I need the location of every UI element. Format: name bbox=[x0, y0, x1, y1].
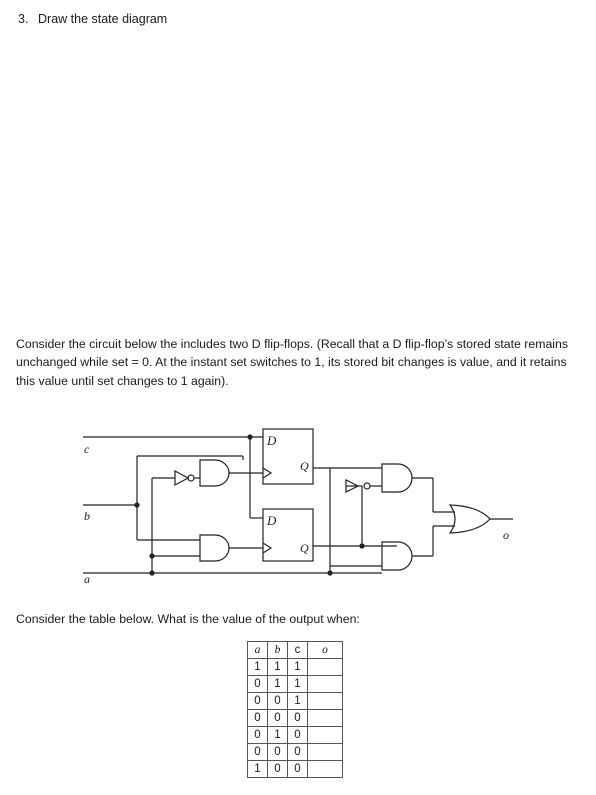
flipflop-top-d-label: D bbox=[267, 433, 277, 448]
junction-c bbox=[247, 434, 252, 439]
cell-o[interactable] bbox=[308, 761, 343, 778]
and-gate-3 bbox=[382, 464, 412, 492]
cell-c: 0 bbox=[288, 710, 308, 727]
junction-a-2 bbox=[149, 570, 154, 575]
table-row bbox=[248, 727, 343, 744]
junction-b bbox=[134, 502, 139, 507]
cell-b: 0 bbox=[268, 744, 288, 761]
cell-o[interactable] bbox=[308, 659, 343, 676]
table-row bbox=[248, 761, 343, 778]
cell-b: 1 bbox=[268, 676, 288, 693]
header-c: c bbox=[288, 642, 308, 659]
junction-a-3 bbox=[327, 570, 332, 575]
table-row bbox=[248, 744, 343, 761]
circuit-diagram bbox=[0, 420, 596, 595]
cell-a: 0 bbox=[248, 710, 268, 727]
intro-line: Consider the circuit below the includes two D flip-flops. (Recall that a D flip-flop’s stored state remains bbox=[16, 337, 569, 351]
table-row bbox=[248, 676, 343, 693]
cell-o[interactable] bbox=[308, 676, 343, 693]
cell-a: 0 bbox=[248, 727, 268, 744]
input-label-a: a bbox=[84, 572, 90, 586]
header-o: o bbox=[308, 642, 343, 659]
cell-c: 1 bbox=[288, 693, 308, 710]
inverter-2-bubble bbox=[364, 483, 370, 489]
cell-c: 0 bbox=[288, 744, 308, 761]
or-gate bbox=[450, 505, 490, 533]
table-row bbox=[248, 710, 343, 727]
output-label: o bbox=[503, 528, 509, 542]
input-label-b: b bbox=[84, 509, 90, 523]
cell-o[interactable] bbox=[308, 744, 343, 761]
flipflop-top-q-label: Q bbox=[300, 459, 309, 473]
and-gate-1 bbox=[200, 460, 229, 486]
question-heading bbox=[18, 12, 167, 26]
truth-table bbox=[247, 641, 343, 778]
junction-a-1 bbox=[149, 553, 154, 558]
junction-q2 bbox=[359, 543, 364, 548]
cell-c: 0 bbox=[288, 761, 308, 778]
intro-line: this value until set changes to 1 again). bbox=[16, 373, 229, 388]
flipflop-bottom-d-label: D bbox=[267, 513, 277, 528]
cell-b: 0 bbox=[268, 693, 288, 710]
flipflop-top-clock bbox=[263, 468, 271, 478]
table-prompt: Consider the table below. What is the value of the output when: bbox=[16, 612, 360, 626]
cell-a: 0 bbox=[248, 676, 268, 693]
cell-b: 1 bbox=[268, 727, 288, 744]
and-gate-2 bbox=[200, 535, 229, 561]
cell-o[interactable] bbox=[308, 710, 343, 727]
cell-o[interactable] bbox=[308, 693, 343, 710]
inverter-1 bbox=[175, 471, 188, 485]
cell-c: 1 bbox=[288, 676, 308, 693]
cell-c: 0 bbox=[288, 727, 308, 744]
cell-a: 0 bbox=[248, 693, 268, 710]
cell-b: 0 bbox=[268, 710, 288, 727]
cell-c: 1 bbox=[288, 659, 308, 676]
table-header-row bbox=[248, 642, 343, 659]
cell-o[interactable] bbox=[308, 727, 343, 744]
header-a: a bbox=[248, 642, 268, 659]
header-b: b bbox=[268, 642, 288, 659]
cell-a: 1 bbox=[248, 659, 268, 676]
question-number: 3. bbox=[18, 12, 29, 26]
table-row bbox=[248, 659, 343, 676]
cell-b: 1 bbox=[268, 659, 288, 676]
intro-line: unchanged while set = 0. At the instant set switches to 1, its stored bit changes is value, and it retains bbox=[16, 355, 567, 370]
cell-a: 1 bbox=[248, 761, 268, 778]
input-label-c: c bbox=[84, 442, 90, 456]
flipflop-bottom-clock bbox=[263, 543, 271, 553]
question-title: Draw the state diagram bbox=[38, 12, 168, 26]
intro-paragraph bbox=[16, 335, 581, 390]
table-row bbox=[248, 693, 343, 710]
flipflop-bottom-q-label: Q bbox=[300, 541, 309, 555]
cell-a: 0 bbox=[248, 744, 268, 761]
cell-b: 0 bbox=[268, 761, 288, 778]
